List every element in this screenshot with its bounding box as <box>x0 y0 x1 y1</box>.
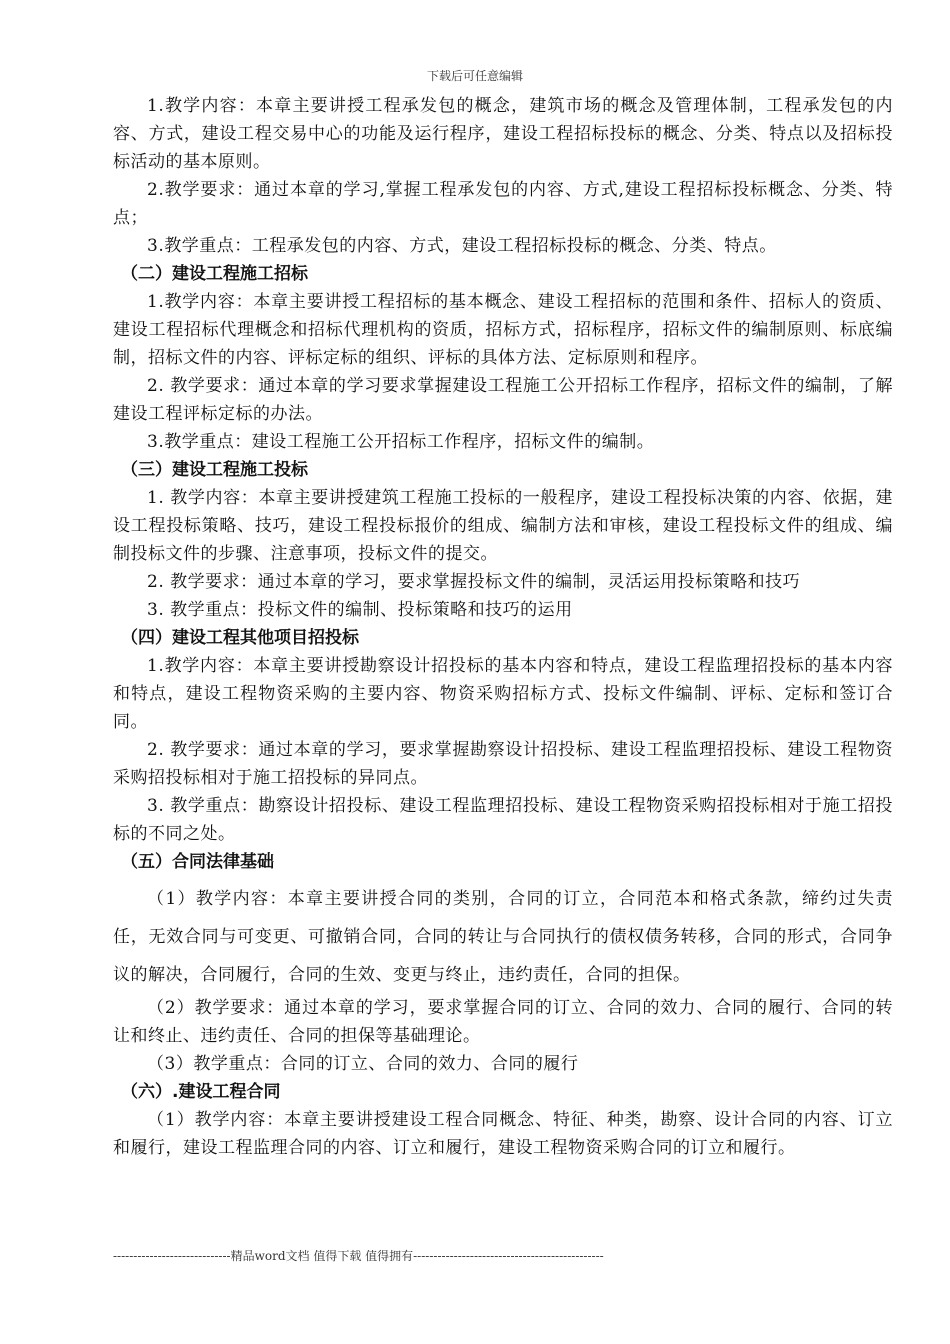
paragraph: 2. 教学要求：通过本章的学习要求掌握建设工程施工公开招标工作程序，招标文件的编制，了解建设工程评标定标的办法。 <box>113 376 893 424</box>
paragraph: 3. 教学重点：投标文件的编制、投标策略和技巧的运用 <box>147 600 573 620</box>
paragraph: 2. 教学要求：通过本章的学习，要求掌握勘察设计招投标、建设工程监理招投标、建设工程物资采购招投标相对于施工招投标的异同点。 <box>113 740 893 788</box>
paragraph: 2. 教学要求：通过本章的学习，要求掌握投标文件的编制，灵活运用投标策略和技巧 <box>147 572 801 592</box>
paragraph: 3. 教学重点：勘察设计招投标、建设工程监理招投标、建设工程物资采购招投标相对于施工招投标的不同之处。 <box>113 796 893 844</box>
document-body <box>113 92 893 1162</box>
paragraph: 1. 教学内容：本章主要讲授建筑工程施工投标的一般程序，建设工程投标决策的内容、依据，建设工程投标策略、技巧，建设工程投标报价的组成、编制方法和审核，建设工程投标文件的组成、编制投标文件的步骤、注意事项，投标文件的提交。 <box>113 488 893 564</box>
section-heading: （三）建设工程施工投标 <box>121 460 308 480</box>
page-footer: -----------------------------精品word文档 值得下载 值得拥有----------------------------------------------- <box>113 1249 604 1263</box>
section-heading: （四）建设工程其他项目招投标 <box>121 628 359 648</box>
section-heading: （六）.建设工程合同 <box>121 1082 281 1102</box>
paragraph: 1.教学内容：本章主要讲授工程承发包的概念，建筑市场的概念及管理体制，工程承发包的内容、方式，建设工程交易中心的功能及运行程序，建设工程招标投标的概念、分类、特点以及招标投标活动的基本原则。 <box>113 96 893 172</box>
paragraph: 3.教学重点：建设工程施工公开招标工作程序，招标文件的编制。 <box>147 432 655 452</box>
page-header: 下载后可任意编辑 <box>426 69 523 83</box>
paragraph: 3.教学重点：工程承发包的内容、方式，建设工程招标投标的概念、分类、特点。 <box>147 236 777 256</box>
section-heading: （五）合同法律基础 <box>121 852 274 872</box>
paragraph: 2.教学要求：通过本章的学习,掌握工程承发包的内容、方式,建设工程招标投标概念、分类、特点； <box>113 180 893 228</box>
paragraph: （3）教学重点：合同的订立、合同的效力、合同的履行 <box>147 1054 579 1074</box>
paragraph: （1）教学内容：本章主要讲授建设工程合同概念、特征、种类，勘察、设计合同的内容、订立和履行，建设工程监理合同的内容、订立和履行，建设工程物资采购合同的订立和履行。 <box>113 1110 893 1158</box>
paragraph: （2）教学要求：通过本章的学习，要求掌握合同的订立、合同的效力、合同的履行、合同的转让和终止、违约责任、合同的担保等基础理论。 <box>113 998 893 1046</box>
paragraph: （1）教学内容：本章主要讲授合同的类别，合同的订立，合同范本和格式条款，缔约过失责任，无效合同与可变更、可撤销合同，合同的转让与合同执行的债权债务转移，合同的形式，合同争议的解决，合同履行，合同的生效、变更与终止，违约责任，合同的担保。 <box>113 889 893 985</box>
section-heading: （二）建设工程施工招标 <box>121 264 308 284</box>
paragraph: 1.教学内容：本章主要讲授工程招标的基本概念、建设工程招标的范围和条件、招标人的资质、建设工程招标代理概念和招标代理机构的资质，招标方式，招标程序，招标文件的编制原则、标底编制，招标文件的内容、评标定标的组织、评标的具体方法、定标原则和程序。 <box>113 292 893 368</box>
paragraph: 1.教学内容：本章主要讲授勘察设计招投标的基本内容和特点，建设工程监理招投标的基本内容和特点，建设工程物资采购的主要内容、物资采购招标方式、投标文件编制、评标、定标和签订合同。 <box>113 656 893 732</box>
